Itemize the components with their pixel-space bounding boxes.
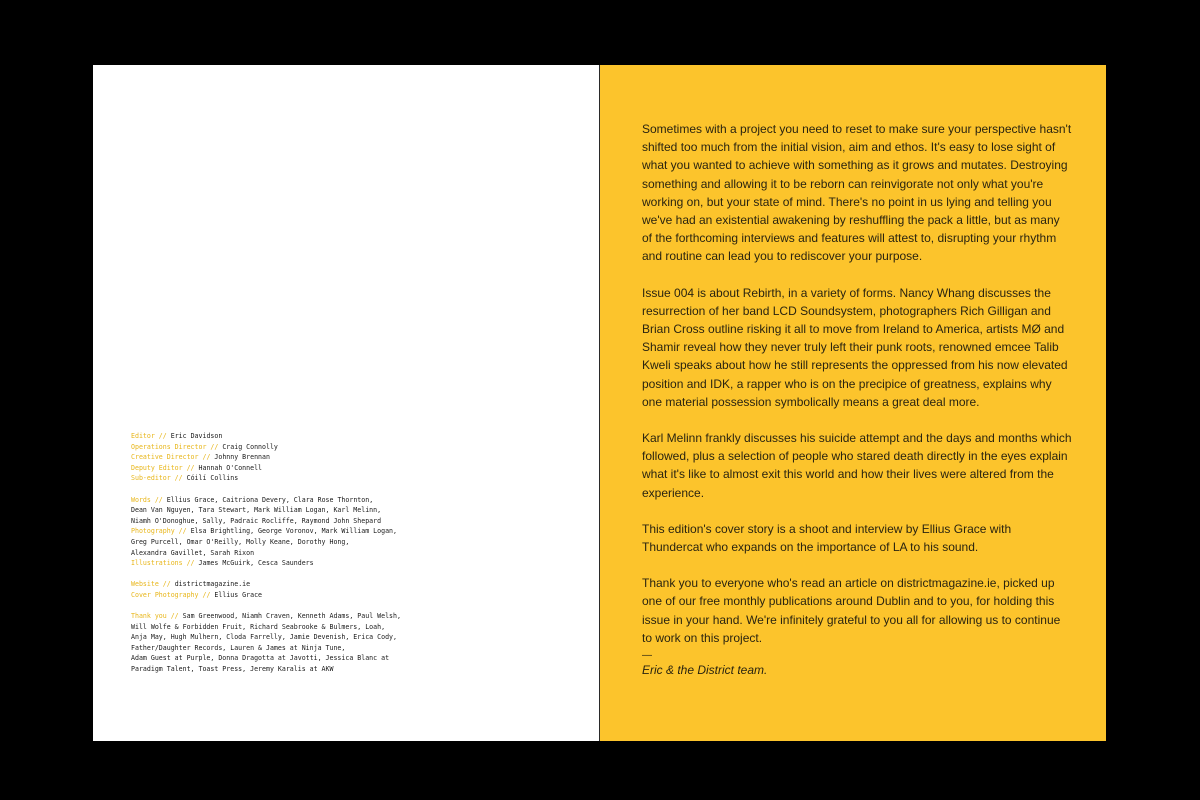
credit-line-thanks-cont: Anja May, Hugh Mulhern, Cloda Farrelly, Jamie Devenish, Erica Cody, bbox=[131, 633, 397, 642]
thanks-block bbox=[131, 611, 431, 675]
editorial-paragraph: This edition's cover story is a shoot and interview by Ellius Grace with Thundercat who expands on the importance of LA to his sound. bbox=[642, 521, 1012, 555]
credit-line-photography-cont: Greg Purcell, Omar O'Reilly, Molly Keane, Dorothy Hong, bbox=[131, 537, 350, 546]
credit-line-thanks: Thank you // Sam Greenwood, Niamh Craven, Kenneth Adams, Paul Welsh, bbox=[131, 612, 401, 621]
credit-line-thanks-cont: Paradigm Talent, Toast Press, Jeremy Karalis at AKW bbox=[131, 665, 334, 674]
credit-line-thanks-cont: Father/Daughter Records, Lauren & James at Ninja Tune, bbox=[131, 643, 346, 652]
credit-line-words-cont: Dean Van Nguyen, Tara Stewart, Mark William Logan, Karl Melinn, bbox=[131, 506, 382, 515]
editorial-paragraph: Issue 004 is about Rebirth, in a variety of forms. Nancy Whang discusses the resurrection of her band LCD Soundsystem, photographers Rich Gilligan and Brian Cross outline risking it all to move from Ireland to America, artists MØ and Shamir reveal how they never truly left their punk roots, renowned emcee Talib Kweli speaks about how he still represents the oppressed from his now elevated position and IDK, a rapper who is on the precipice of greatness, explains why one material possession symbolically means a great deal more. bbox=[642, 285, 1068, 409]
signoff-dash: — bbox=[642, 650, 652, 662]
credit-line-sub-editor: Sub-editor // Cóilí Collins bbox=[131, 474, 239, 483]
credit-line-operations-director: Operations Director // Craig Connolly bbox=[131, 442, 278, 451]
magazine-spread bbox=[93, 65, 1106, 741]
credit-line-words-cont: Niamh O'Donoghue, Sally, Padraic Rocliffe, Raymond John Shepard bbox=[131, 516, 382, 525]
credit-line-photography: Photography // Elsa Brightling, George Voronov, Mark William Logan, bbox=[131, 527, 397, 536]
credit-line-editor: Editor // Eric Davidson bbox=[131, 432, 223, 440]
editorial-signoff: Eric & the District team. bbox=[642, 663, 768, 678]
editorial-paragraph: Karl Melinn frankly discusses his suicide attempt and the days and months which followed, plus a selection of people who stared death directly in the eyes explain what it's like to almost exit this world and how their lives were altered from the experience. bbox=[642, 431, 1072, 500]
contributors-block bbox=[131, 495, 431, 569]
editorial-letter bbox=[642, 120, 1072, 679]
credits-column bbox=[131, 431, 431, 685]
editorial-paragraph: Sometimes with a project you need to reset to make sure your perspective hasn't shifted too much from the initial vision, aim and ethos. It's easy to lose sight of what you wanted to achieve with something as it grows and mutates. Destroying something and allowing it to be reborn can reinvigorate not only what you're working on, but your state of mind. There's no point in us lying and telling you we've had an existential awakening by reshuffling the pack a little, but as many of the forthcoming interviews and features will attest to, disrupting your rhythm and routine can lead you to rediscover your purpose. bbox=[642, 122, 1072, 264]
credit-line-thanks-cont: Will Wolfe & Forbidden Fruit, Richard Seabrooke & Bulmers, Loah, bbox=[131, 622, 386, 631]
credit-line-illustrations: Illustrations // James McGuirk, Cesca Saunders bbox=[131, 559, 314, 568]
credit-line-deputy-editor: Deputy Editor // Hannah O'Connell bbox=[131, 463, 263, 472]
credit-line-cover-photography: Cover Photography // Ellius Grace bbox=[131, 590, 263, 599]
right-page bbox=[600, 65, 1106, 741]
credit-line-photography-cont: Alexandra Gavillet, Sarah Rixon bbox=[131, 548, 255, 557]
credit-line-words: Words // Ellius Grace, Caitriona Devery, Clara Rose Thornton, bbox=[131, 495, 374, 504]
credit-line-website: Website // districtmagazine.ie bbox=[131, 580, 251, 589]
credit-line-creative-director: Creative Director // Johnny Brennan bbox=[131, 453, 270, 462]
editorial-paragraph: Thank you to everyone who's read an article on districtmagazine.ie, picked up one of our free monthly publications around Dublin and to you, for holding this issue in your hand. We're infinitely grateful to you all for allowing us to continue to work on this project. bbox=[642, 576, 1061, 645]
left-page bbox=[93, 65, 599, 741]
links-block bbox=[131, 579, 431, 600]
credit-line-thanks-cont: Adam Guest at Purple, Donna Dragotta at Javotti, Jessica Blanc at bbox=[131, 654, 390, 663]
masthead-block bbox=[131, 431, 431, 484]
